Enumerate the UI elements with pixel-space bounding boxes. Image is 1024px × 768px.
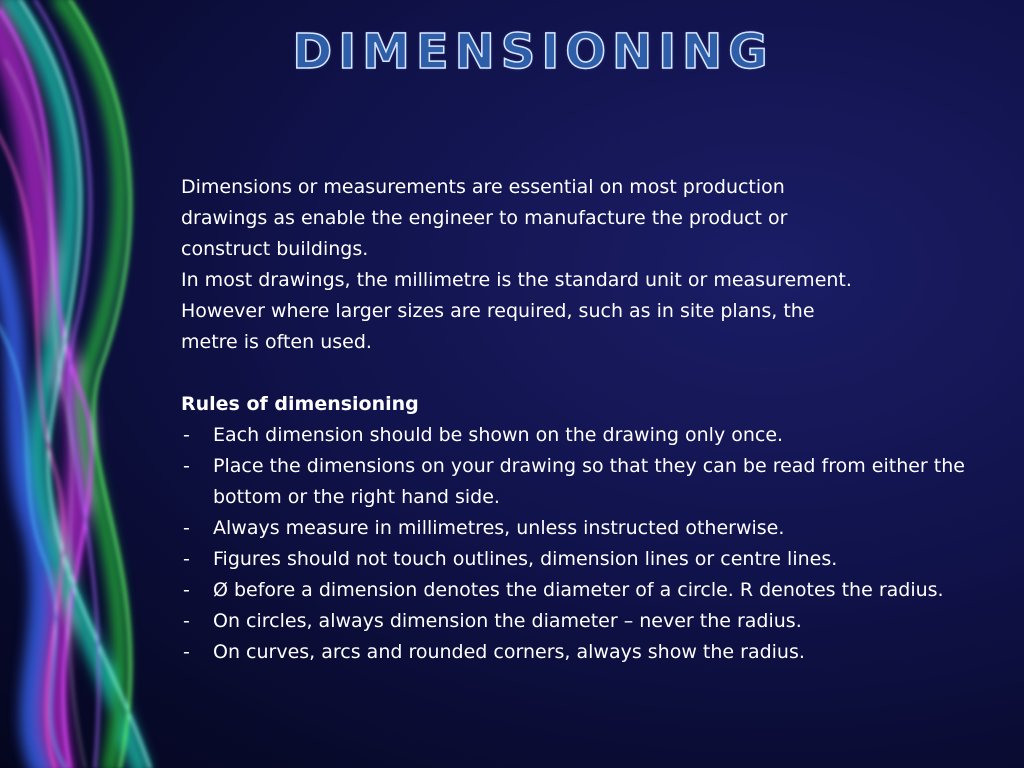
rule-text: On circles, always dimension the diameter – never the radius. xyxy=(213,610,802,632)
bullet-dash: - xyxy=(183,455,190,477)
rules-heading: Rules of dimensioning xyxy=(181,393,419,415)
bullet-dash: - xyxy=(183,641,190,663)
bullet-dash: - xyxy=(183,424,190,446)
rule-item xyxy=(181,606,971,637)
rules-list xyxy=(181,420,971,668)
bullet-dash: - xyxy=(183,610,190,632)
slide-body xyxy=(181,172,971,668)
intro-line: drawings as enable the engineer to manufacture the product or xyxy=(181,207,788,229)
rule-item xyxy=(181,544,971,575)
paragraph-spacer xyxy=(181,358,971,389)
intro-line: However where larger sizes are required, such as in site plans, the xyxy=(181,300,815,322)
rule-text: Place the dimensions on your drawing so that they can be read from either the bottom or the right hand side. xyxy=(213,455,965,508)
bullet-dash: - xyxy=(183,517,190,539)
rule-item xyxy=(181,637,971,668)
intro-line: metre is often used. xyxy=(181,331,372,353)
rule-text: Ø before a dimension denotes the diameter of a circle. R denotes the radius. xyxy=(213,579,944,601)
rule-text: Each dimension should be shown on the drawing only once. xyxy=(213,424,784,446)
rule-text: On curves, arcs and rounded corners, always show the radius. xyxy=(213,641,805,663)
bullet-dash: - xyxy=(183,579,190,601)
intro-line: Dimensions or measurements are essential on most production xyxy=(181,176,785,198)
rule-text: Figures should not touch outlines, dimension lines or centre lines. xyxy=(213,548,838,570)
rule-item xyxy=(181,575,971,606)
rule-text: Always measure in millimetres, unless instructed otherwise. xyxy=(213,517,785,539)
intro-line: construct buildings. xyxy=(181,238,369,260)
intro-line: In most drawings, the millimetre is the standard unit or measurement. xyxy=(181,269,852,291)
bullet-dash: - xyxy=(183,548,190,570)
rule-item xyxy=(181,451,971,513)
slide-title: DIMENSIONING xyxy=(292,24,774,80)
rule-item xyxy=(181,420,971,451)
rule-item xyxy=(181,513,971,544)
